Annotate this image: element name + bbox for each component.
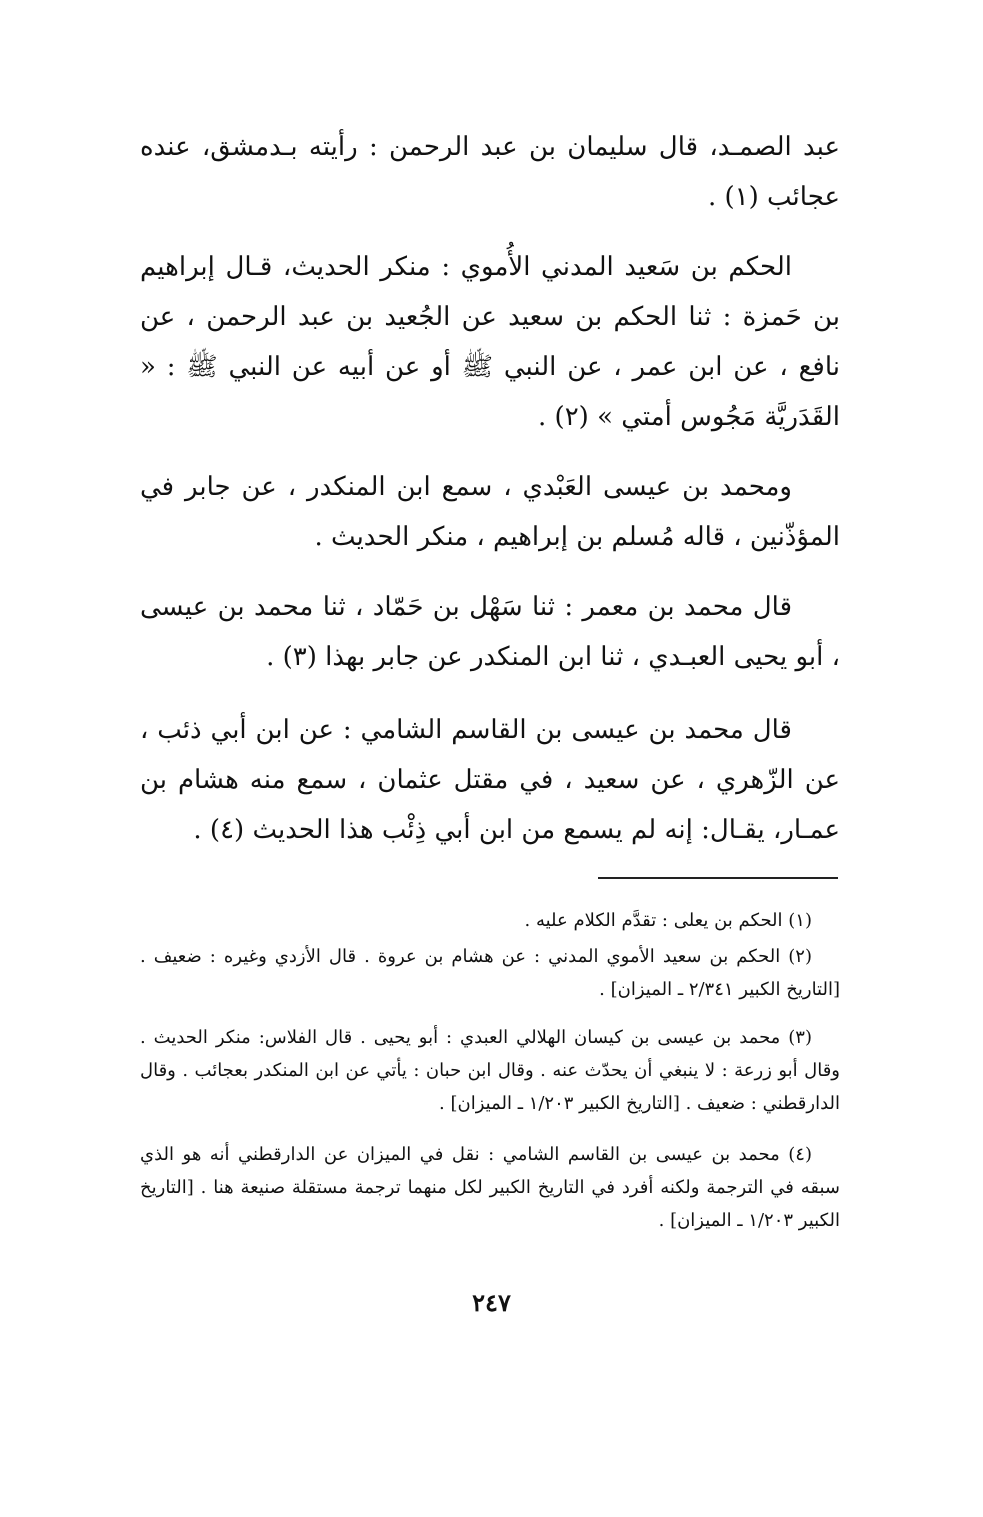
footnote-4: (٤) محمد بن عيسى بن القاسم الشامي : نقل في الميزان عن الدارقطني أنه هو الذي سبقه في الترجمة ولكنه أفرد في التاريخ الكبير لكل منهما ترجمة مستقلة صنيعة هنا . [التاريخ الكبير ١/٢٠٣ ـ الميزان] . xyxy=(140,1144,840,1231)
paragraph-2: الحكم بن سَعيد المدني الأُموي : منكر الحديث، قـال إبراهيم بن حَمزة : ثنا الحكم بن سعيد عن الجُعيد بن عبد الرحمن ، عن نافع ، عن ابن عمر ، عن النبي ﷺ أو عن أبيه عن النبي ﷺ : « القَدَريَّة مَجُوس أمتي » (٢) . xyxy=(140,252,840,432)
footnote-1: (١) الحكم بن يعلى : تقدَّم الكلام عليه . xyxy=(524,910,812,931)
paragraph-1: عبد الصمـد، قال سليمان بن عبد الرحمن : رأيته بـدمشق، عنده عجائب (١) . xyxy=(140,132,840,212)
paragraph-5: قال محمد بن عيسى بن القاسم الشامي : عن ابن أبي ذئب ، عن الزّهري ، عن سعيد ، في مقتل عثمان ، سمع منه هشام بن عمـار، يقـال: إنه لم يسمع من ابن أبي ذِئْب هذا الحديث (٤) . xyxy=(140,715,840,845)
footnote-3: (٣) محمد بن عيسى بن كيسان الهلالي العبدي : أبو يحيى . قال الفلاس: منكر الحديث . وقال أبو زرعة : لا ينبغي أن يحدّث عنه . وقال ابن حبان : يأتي عن ابن المنكدر بعجائب . وقال الدارقطني : ضعيف . [التاريخ الكبير ١/٢٠٣ ـ الميزان] . xyxy=(140,1027,840,1114)
page-number: ٢٤٧ xyxy=(472,1288,511,1317)
paragraph-4: قال محمد بن معمر : ثنا سَهْل بن حَمّاد ، ثنا محمد بن عيسى ، أبو يحيى العبـدي ، ثنا ابن المنكدر عن جابر بهذا (٣) . xyxy=(140,592,840,672)
paragraph-3: ومحمد بن عيسى العَبْدي ، سمع ابن المنكدر ، عن جابر في المؤذّنين ، قاله مُسلم بن إبراهيم ، منكر الحديث . xyxy=(140,472,840,552)
footnote-2: (٢) الحكم بن سعيد الأموي المدني : عن هشام بن عروة . قال الأزدي وغيره : ضعيف . [التاريخ الكبير ٢/٣٤١ ـ الميزان] . xyxy=(140,946,840,1000)
footnote-separator xyxy=(598,877,838,879)
